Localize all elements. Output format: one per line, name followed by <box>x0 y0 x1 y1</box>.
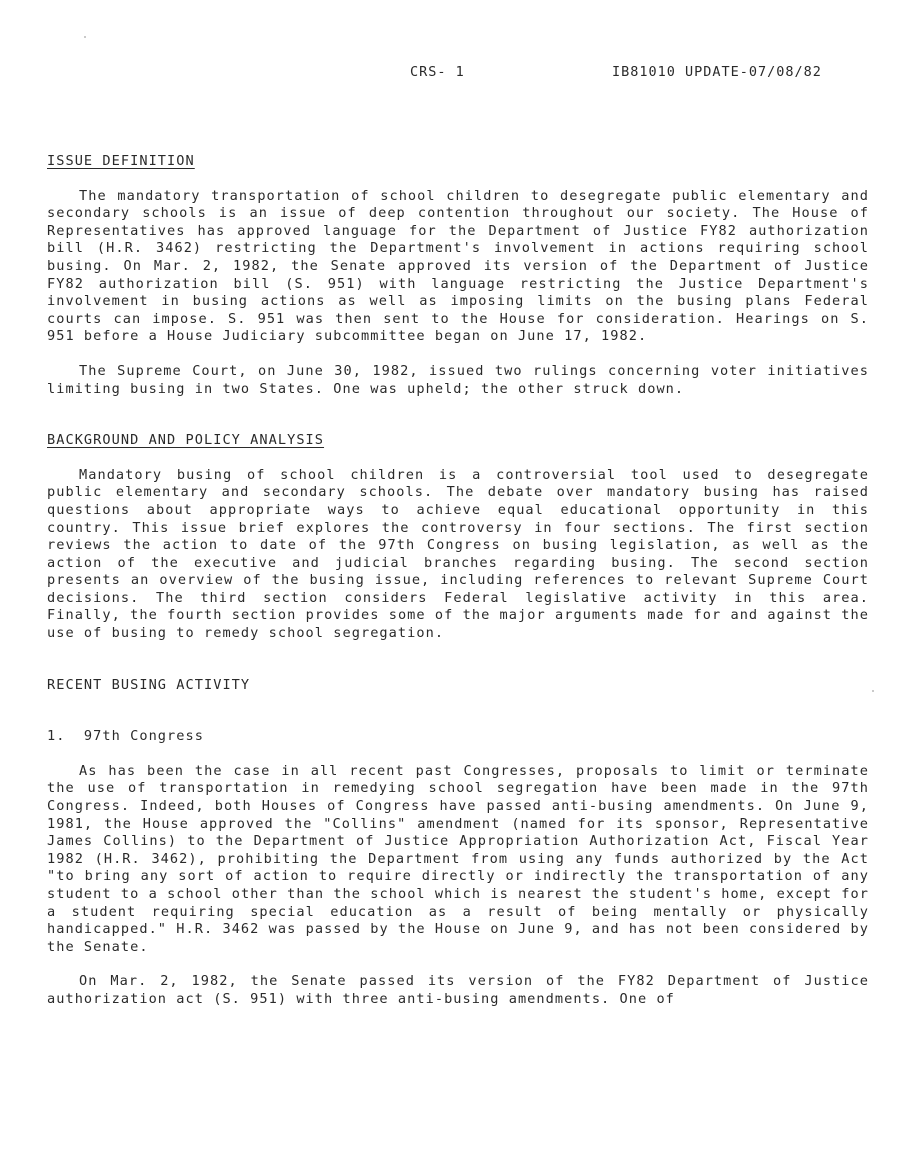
background-heading: BACKGROUND AND POLICY ANALYSIS <box>47 432 325 449</box>
recent-activity-paragraph-1: As has been the case in all recent past Congresses, proposals to limit or terminate the use of transportation in remedying school segregation have been made in the 97th Congress. Indeed, both Houses of Congress have passed anti-busing amendments. On June 9, 1981, the House approved the "Collins" amendment (named for its sponsor, Representative James Collins) to the Department of Justice Appropriation Authorization Act, Fiscal Year 1982 (H.R. 3462), prohibiting the Department from using any funds authorized by the Act "to bring any sort of action to require directly or indirectly the transportation of any student to a school other than the school which is nearest the student's home, except for a student requiring special education as a result of being mentally or physically handicapped." H.R. 3462 was passed by the House on June 9, and has not been considered by the Senate. <box>47 762 869 955</box>
page-header <box>0 64 920 84</box>
issue-definition-paragraph-2: The Supreme Court, on June 30, 1982, issued two rulings concerning voter initiatives limiting busing in two States. One was upheld; the other struck down. <box>47 362 869 397</box>
document-body <box>47 153 869 1009</box>
scan-speck <box>84 36 86 38</box>
issue-definition-heading: ISSUE DEFINITION <box>47 153 195 169</box>
issue-definition-paragraph-1: The mandatory transportation of school children to desegregate public elementary and secondary schools is an issue of deep contention throughout our society. The House of Representatives has approved language for the Department of Justice FY82 authorization bill (H.R. 3462) restricting the Department's involvement in actions requiring school busing. On Mar. 2, 1982, the Senate approved its version of the Department of Justice FY82 authorization bill (S. 951) with language restricting the Justice Department's involvement in busing actions as well as imposing limits on the busing plans Federal courts can impose. S. 951 was then sent to the House for consideration. Hearings on S. 951 before a House Judiciary subcommittee began on June 17, 1982. <box>47 187 869 345</box>
document-id-and-date: IB81010 UPDATE-07/08/82 <box>612 64 822 80</box>
recent-activity-paragraph-2: On Mar. 2, 1982, the Senate passed its version of the FY82 Department of Justice authorization act (S. 951) with three anti-busing amendments. One of <box>47 973 869 1007</box>
recent-busing-activity-heading: RECENT BUSING ACTIVITY <box>47 676 251 693</box>
subsection-97th-congress-heading: 1. 97th Congress <box>47 728 204 745</box>
page-number: CRS- 1 <box>410 64 465 80</box>
background-paragraph-1: Mandatory busing of school children is a controversial tool used to desegregate public elementary and secondary schools. The debate over mandatory busing has raised questions about appropriate ways to achieve equal educational opportunity in this country. This issue brief explores the controversy in four sections. The first section reviews the action to date of the 97th Congress on busing legislation, as well as the action of the executive and judicial branches regarding busing. The second section presents an overview of the busing issue, including references to relevant Supreme Court decisions. The third section considers Federal legislative activity in this area. Finally, the fourth section provides some of the major arguments made for and against the use of busing to remedy school segregation. <box>47 466 869 642</box>
scan-speck <box>872 690 874 692</box>
